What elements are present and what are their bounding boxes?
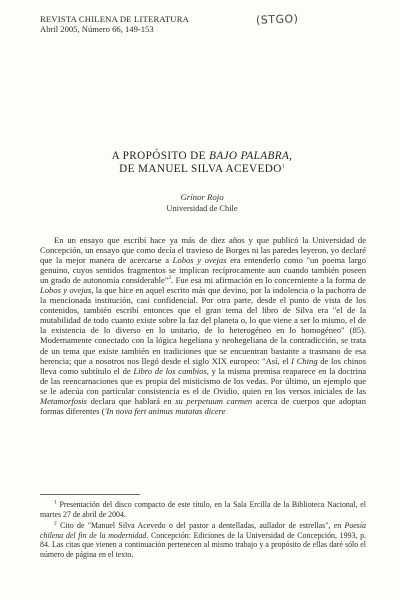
footnote-1 [40,500,366,519]
footnote-italic: Poesía chilena del fin de la modernidad [40,521,366,540]
issue-line: Abril 2005, Número 66, 149-153 [40,24,154,34]
body-segment: acerca de cuerpos que adoptan formas diferentes ( [40,395,366,416]
footnote-text: Presentación del disco compacto de este título, en la Sala Ercilla de la Biblioteca Nacional, el martes 27 de abril de 2004. [40,500,366,519]
footnote-ref-2: 2 [168,275,172,282]
footnote-mark: 2 [54,520,57,527]
body-italic: Metamorfosis [40,395,88,406]
body-italic: I Ching [291,355,318,366]
title-line-2: DE MANUEL SILVA ACEVEDO [119,163,282,175]
body-italic: su perpetuum carmen [175,395,253,406]
title-prefix: A PROPÓSITO DE [111,150,210,162]
author-name: Grínor Rojo [180,192,224,202]
body-italic: Libro de los cambios [133,365,207,376]
body-italic: Lobos y ovejas [40,285,92,296]
body-segment: de los chinos lleva como subtítulo el de [40,355,366,376]
footnote-2 [40,521,366,559]
body-segment: , la que hice en aquel escrito más que devino, por la indolencia o la pachorra de la mencionada institución, casi confidencial. Por otra parte, desde el punto de vista de los contenidos, también escribí entonces que el gran tema del libro de Silva era "el de la mutabilidad de todo cuanto existe sobre la faz del planeta o, lo que viene a ser lo mismo, el de la existencia de lo diverso en lo unitario, de lo heterogéneo en lo homogéneo" (85). Modernamente conectado con la lógica hegeliana y neohegeliana de la contradicción, se trata de un tema que existe también en tradiciones que se encuentran bastante a trasmano de esa herencia; que a nosotros nos llegó desde el siglo XIX europeo: "Así, el [40,285,366,366]
author-affiliation: Universidad de Chile [166,204,238,213]
body-segment: . Fue esa mi afirmación en lo concerniente a la forma de [171,275,366,286]
footnote-text: Cito de "Manuel Silva Acevedo o del pastor a dentelladas, aullador de estrellas", en [56,521,345,531]
journal-header [40,14,189,34]
title-footnote-mark: 1 [281,163,285,170]
body-segment: En un ensayo que escribí hace ya más de diez años y que publicó la Universidad de Concepción, un ensayo que como decía el travieso de Borges ni las paredes leyeron, yo declaré que la mejor manera de acercarse a [40,235,366,266]
title-italic: BAJO PALABRA, [209,150,293,162]
title-block [40,150,364,213]
body-segment: declara que hablará en [87,395,176,406]
journal-name: REVISTA CHILENA DE LITERATURA [40,14,190,24]
body-text [40,235,366,416]
article-title [40,150,364,176]
footnote-mark: 1 [54,499,57,506]
footnote-divider [40,494,140,495]
footnote-text: . Concepción: Ediciones de la Universidad de Concepción, 1993, p. 84. Las citas que vienen a continuación pertenecen al mismo trabajo y a propósito de ellas daré sólo el número de página en el texto. [40,530,367,559]
footnotes [40,500,366,562]
body-paragraph [40,235,366,416]
body-segment: era entenderlo como "un poema largo genuino, cuyos sentidos fragmentos se implican recíprocamente aun cuando también poseen un grado de autonomía considerable" [40,255,366,286]
body-italic: 'In nova fert animus mutatas dicere [104,405,226,416]
body-segment: , y la misma premisa reaparece en la doctrina de las reencarnaciones que es propia del misticismo de los vedas. Por último, un ejemplo que se le adecúa con particular consistencia es el de Ovidio, quien en los versos iniciales de las [40,365,367,396]
handwritten-stamp: (STGO) [255,12,299,27]
body-italic: Lobos y ovejas [172,255,227,266]
